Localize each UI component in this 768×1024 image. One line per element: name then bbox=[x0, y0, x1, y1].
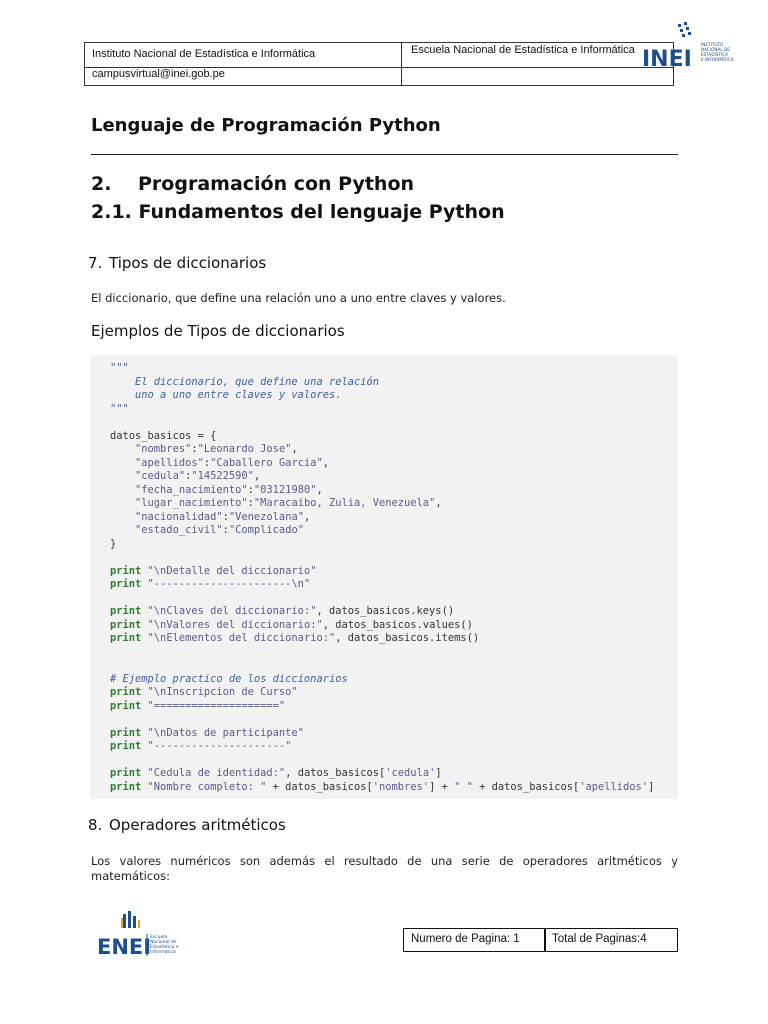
section-2-title: Programación con Python bbox=[138, 173, 415, 195]
code-listing bbox=[110, 362, 654, 794]
enei-logo-graphic bbox=[95, 910, 195, 960]
section-2-number: 2. bbox=[91, 173, 112, 195]
svg-text:Escuela: Escuela bbox=[150, 935, 168, 940]
code-line bbox=[110, 659, 654, 673]
code-line: print "\nDetalle del diccionario" bbox=[110, 564, 317, 577]
title-rule bbox=[91, 154, 678, 155]
code-line: # Ejemplo practico de los diccionarios bbox=[110, 672, 348, 685]
code-line: """ bbox=[110, 362, 129, 374]
code-line: print "\nValores del diccionario:", datos_basicos.values() bbox=[110, 618, 473, 631]
inei-logo-graphic bbox=[640, 20, 734, 72]
svg-text:ESTADÍSTICA: ESTADÍSTICA bbox=[701, 52, 729, 57]
code-line: print "====================" bbox=[110, 699, 286, 712]
code-line: print "\nElementos del diccionario:", datos_basicos.items() bbox=[110, 632, 480, 644]
page-number: Numero de Pagina: 1 bbox=[411, 933, 520, 945]
svg-text:NACIONAL DE: NACIONAL DE bbox=[701, 47, 730, 52]
code-line: print "Cedula de identidad:", datos_basicos['cedula'] bbox=[110, 767, 442, 779]
code-line: datos_basicos = { bbox=[110, 429, 217, 442]
code-line: "apellidos":"Caballero Garcia", bbox=[135, 456, 329, 469]
code-line: print "---------------------" bbox=[110, 740, 292, 752]
code-line: """ bbox=[110, 402, 129, 415]
svg-text:E INFORMÁTICA: E INFORMÁTICA bbox=[701, 57, 734, 62]
enei-logo bbox=[95, 910, 195, 960]
code-line: print "\nDatos de participante" bbox=[110, 726, 304, 739]
inei-logo bbox=[640, 20, 734, 72]
code-line: print "\nClaves del diccionario:", datos_basicos.keys() bbox=[110, 605, 455, 617]
code-line: print "\nInscripcion de Curso" bbox=[110, 686, 298, 698]
page-number-divider bbox=[544, 928, 546, 952]
svg-text:Informática: Informática bbox=[150, 950, 176, 955]
section-7-number: 7. bbox=[88, 254, 103, 272]
code-line bbox=[110, 646, 654, 660]
header-divider bbox=[401, 42, 402, 86]
header-row-divider-right bbox=[401, 67, 674, 68]
section-7-title: Tipos de diccionarios bbox=[109, 254, 267, 272]
code-line: } bbox=[110, 537, 117, 550]
svg-text:INSTITUTO: INSTITUTO bbox=[701, 42, 724, 47]
svg-text:Nacional de: Nacional de bbox=[150, 940, 177, 945]
code-line: uno a uno entre claves y valores. bbox=[110, 389, 342, 401]
section-7-text: El diccionario, que define una relación uno a uno entre claves y valores. bbox=[91, 291, 506, 305]
section-2-1-title: 2.1. Fundamentos del lenguaje Python bbox=[91, 201, 505, 223]
enei-logo-text: ENEI bbox=[97, 935, 152, 959]
code-line: print "Nombre completo: " + datos_basicos['nombres'] + " " + datos_basicos['apellidos'] bbox=[110, 780, 655, 793]
header-institute: Instituto Nacional de Estadística e Informática bbox=[92, 48, 316, 60]
code-line: El diccionario, que define una relación bbox=[110, 375, 379, 388]
code-line bbox=[110, 754, 654, 768]
code-line: "fecha_nacimiento":"03121980", bbox=[135, 483, 323, 496]
code-line bbox=[110, 416, 654, 430]
examples-title: Ejemplos de Tipos de diccionarios bbox=[91, 322, 345, 340]
svg-text:Estadística e: Estadística e bbox=[150, 945, 179, 950]
code-line: "estado_civil":"Complicado" bbox=[135, 524, 304, 536]
code-line: "nacionalidad":"Venezolana", bbox=[135, 510, 311, 523]
section-8-number: 8. bbox=[88, 816, 103, 834]
code-line: "lugar_nacimiento":"Maracaibo, Zulia, Venezuela", bbox=[135, 497, 442, 509]
header-school: Escuela Nacional de Estadística e Informática bbox=[411, 44, 635, 56]
header-email: campusvirtual@inei.gob.pe bbox=[92, 68, 225, 80]
document-title: Lenguaje de Programación Python bbox=[91, 115, 441, 136]
code-line: print "----------------------\n" bbox=[110, 578, 311, 590]
code-line bbox=[110, 551, 654, 565]
code-line: "cedula":"14522590", bbox=[135, 470, 261, 482]
section-8-title: Operadores aritméticos bbox=[109, 816, 286, 834]
total-pages: Total de Paginas:4 bbox=[552, 933, 647, 945]
code-line bbox=[110, 592, 654, 606]
section-8-text: Los valores numéricos son además el resultado de una serie de operadores aritméticos y matemáticos: bbox=[91, 854, 678, 883]
code-line bbox=[110, 713, 654, 727]
code-line: "nombres":"Leonardo Jose", bbox=[135, 443, 298, 455]
inei-logo-text: INEI bbox=[642, 47, 692, 72]
